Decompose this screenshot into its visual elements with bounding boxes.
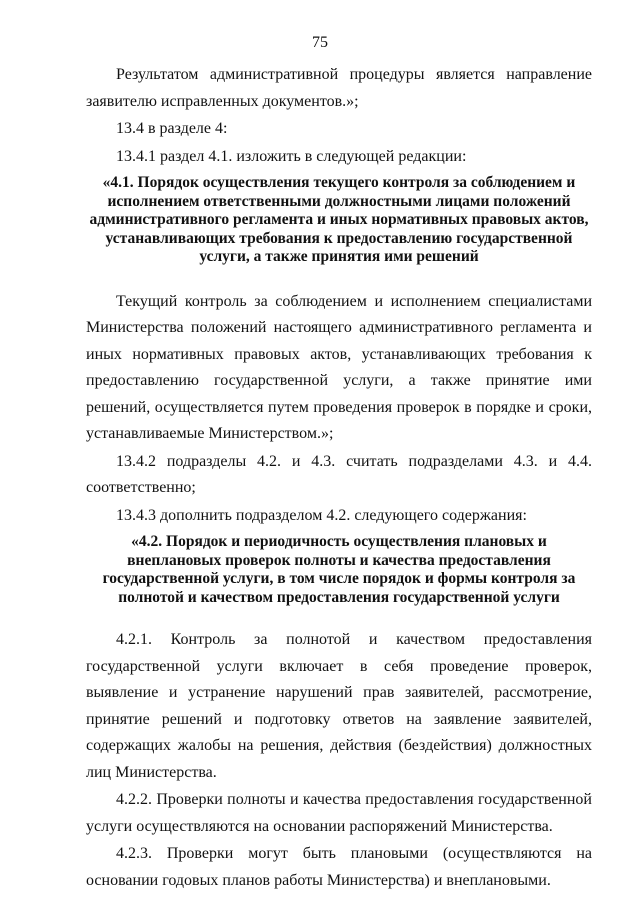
page-number: 75 bbox=[312, 34, 328, 51]
paragraph-4-2-1: 4.2.1. Контроль за полнотой и качеством предоставления государственной услуги включает в себя проведение проверок, выявление и устранение нарушений прав заявителей, рассмотрение, принятие решений и подготовку ответов на заявление заявителей, содержащих жалобы на решения, действия (бездействия) должностных лиц Министерства. bbox=[86, 631, 592, 781]
section-heading-4-1: «4.1. Порядок осуществления текущего контроля за соблюдением и исполнением ответственными должностными лицами положений административного регламента и иных нормативных правовых актов, устанавливающих требования к предоставлению государственной услуги, а также принятия ими решений bbox=[89, 174, 589, 265]
paragraph-13-4-3: 13.4.3 дополнить подразделом 4.2. следующего содержания: bbox=[116, 506, 527, 524]
paragraph-4-2-2: 4.2.2. Проверки полноты и качества предоставления государственной услуги осуществляются на основании распоряжений Министерства. bbox=[86, 791, 592, 835]
paragraph-4-2-3: 4.2.3. Проверки могут быть плановыми (осуществляются на основании годовых планов работы Министерства) и внеплановыми. bbox=[86, 845, 592, 889]
section-heading-4-2: «4.2. Порядок и периодичность осуществления плановых и внеплановых проверок полноты и качества предоставления государственной услуги, в том числе порядок и формы контроля за полнотой и качеством предоставления государственной услуги bbox=[102, 533, 576, 606]
paragraph-result: Результатом административной процедуры является направление заявителю исправленных документов.»; bbox=[86, 66, 592, 110]
paragraph-current-control: Текущий контроль за соблюдением и исполнением специалистами Министерства положений настоящего административного регламента и иных нормативных правовых актов, устанавливающих требования к предоставлению государственной услуги, а также принятие ими решений, осуществляется путем проведения проверок в порядке и сроки, устанавливаемые Министерством.»; bbox=[86, 292, 592, 442]
paragraph-13-4-2: 13.4.2 подразделы 4.2. и 4.3. считать подразделами 4.3. и 4.4. соответственно; bbox=[86, 452, 592, 496]
document-body bbox=[86, 62, 592, 894]
paragraph-13-4: 13.4 в разделе 4: bbox=[116, 120, 228, 137]
paragraph-13-4-1: 13.4.1 раздел 4.1. изложить в следующей редакции: bbox=[116, 147, 467, 165]
